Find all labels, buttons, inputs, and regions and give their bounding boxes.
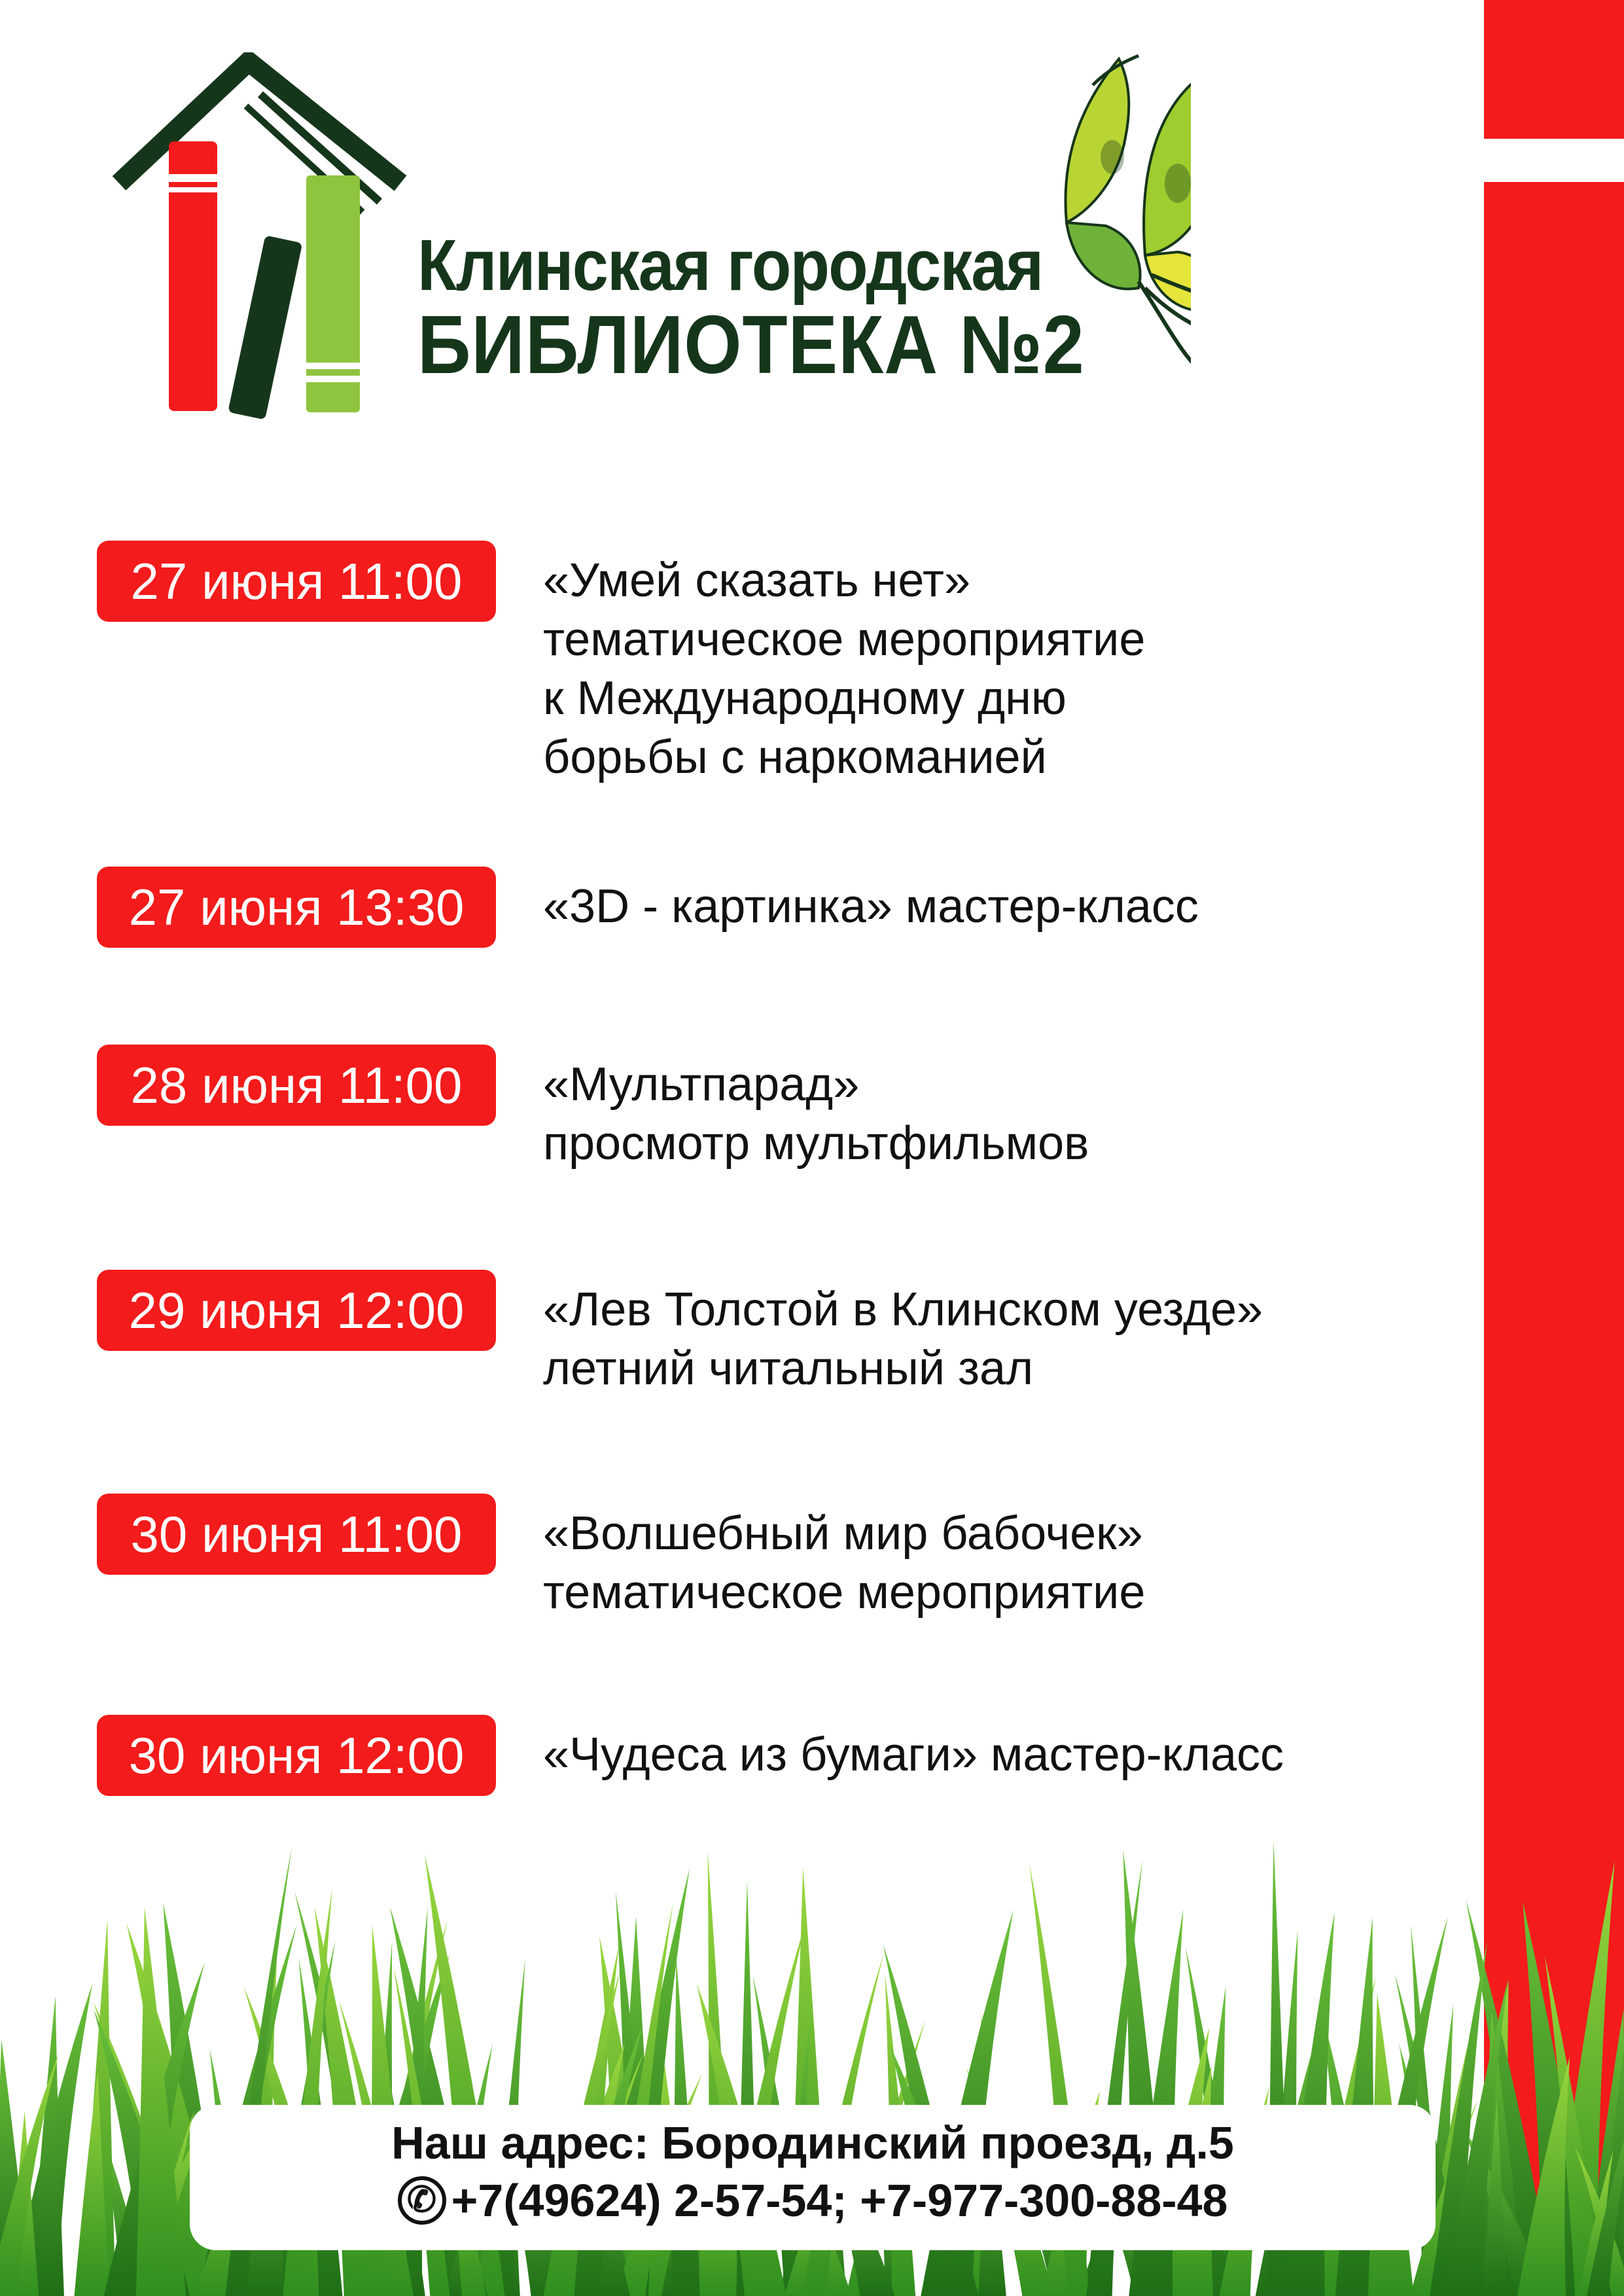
logo-title-line1: Клинская городская — [417, 225, 1043, 306]
event-date-badge: 27 июня 11:00 — [97, 541, 496, 622]
event-description — [543, 551, 1145, 787]
logo-title-line2: БИБЛИОТЕКА №2 — [417, 298, 1085, 391]
event-line: «3D - картинка» мастер-класс — [543, 880, 1199, 933]
event-line: «Мультпарад» — [543, 1058, 860, 1111]
event-line: тематическое мероприятие — [543, 613, 1146, 666]
event-description — [543, 1280, 1263, 1398]
event-date-badge: 28 июня 11:00 — [97, 1045, 496, 1126]
address-panel — [190, 2105, 1436, 2250]
event-date-badge: 30 июня 12:00 — [97, 1715, 496, 1796]
event-line: «Волшебный мир бабочек» — [543, 1507, 1143, 1560]
event-description — [543, 1725, 1284, 1784]
event-description — [543, 1504, 1145, 1622]
event-line: «Лев Толстой в Клинском уезде» — [543, 1283, 1263, 1336]
event-date-badge: 30 июня 11:00 — [97, 1494, 496, 1575]
event-description — [543, 877, 1199, 936]
event-date-badge: 29 июня 12:00 — [97, 1270, 496, 1351]
event-line: борьбы с наркоманией — [543, 731, 1047, 783]
event-line: просмотр мультфильмов — [543, 1117, 1089, 1170]
address-text: Наш адрес: Бородинский проезд, д.5 — [391, 2117, 1234, 2168]
event-line: летний читальный зал — [543, 1342, 1034, 1395]
event-date-badge: 27 июня 13:30 — [97, 867, 496, 948]
red-strip-top — [1484, 0, 1624, 139]
event-line: «Чудеса из бумаги» мастер-класс — [543, 1729, 1284, 1781]
event-line: к Международному дню — [543, 672, 1067, 725]
phone-text: +7(49624) 2-57-54; +7-977-300-88-48 — [451, 2175, 1228, 2226]
phone-numbers — [190, 2174, 1436, 2229]
phone-icon: ✆ — [398, 2176, 446, 2225]
event-line: тематическое мероприятие — [543, 1566, 1146, 1619]
event-description — [543, 1055, 1089, 1173]
event-line: «Умей сказать нет» — [543, 554, 971, 607]
